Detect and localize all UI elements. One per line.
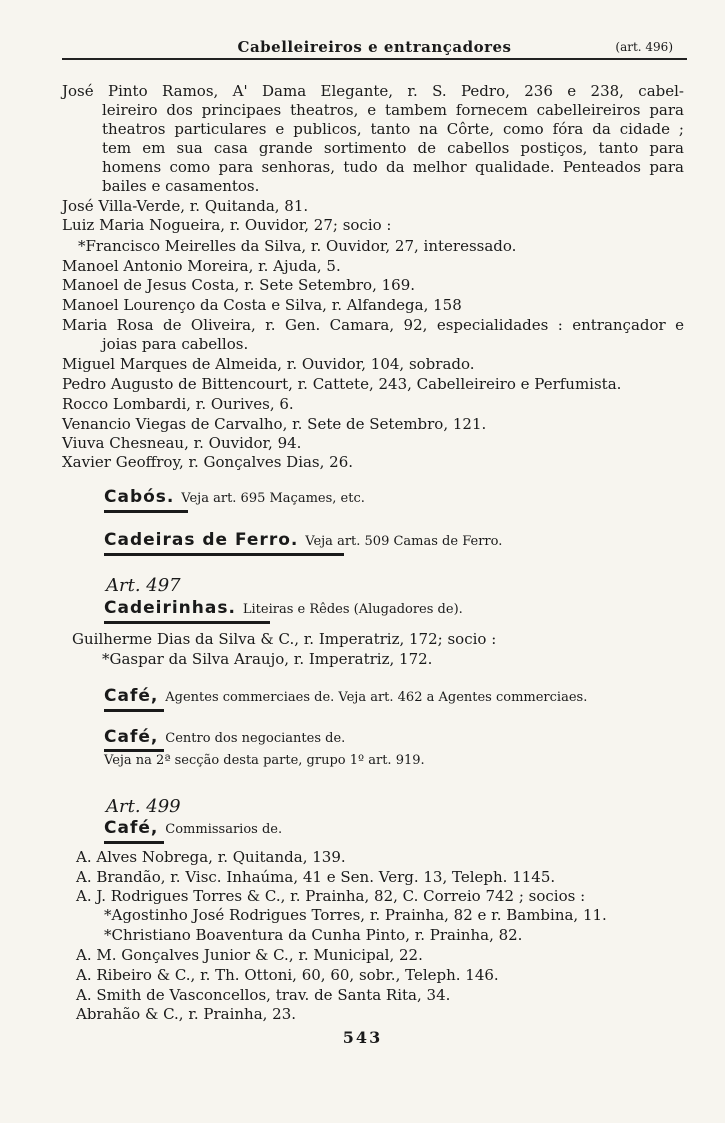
entry-line: *Gaspar da Silva Araujo, r. Imperatriz, 172. <box>102 650 433 668</box>
cross-reference: Veja art. 695 Maçames, etc. <box>181 491 365 506</box>
entry-line: Abrahão & C., r. Prainha, 23. <box>76 1005 297 1023</box>
section-heading-cafe-centro: Café, Centro dos negociantes de. <box>104 727 346 747</box>
entry-line: A. Alves Nobrega, r. Quitanda, 139. <box>76 848 346 866</box>
entry-line: A. Brandão, r. Visc. Inhaúma, 41 e Sen. Verg. 13, Teleph. 1145. <box>76 868 556 886</box>
heading-rule <box>104 841 164 844</box>
header-title: Cabelleireiros e entrançadores <box>237 38 512 56</box>
entry-line: José Pinto Ramos, A' Dama Elegante, r. S. Pedro, 236 e 238, cabel- <box>62 82 684 100</box>
entry-line: A. M. Gonçalves Junior & C., r. Municipal, 22. <box>76 946 423 964</box>
cross-reference: Liteiras e Rêdes (Alugadores de). <box>242 602 463 617</box>
entry-line: Manoel Lourenço da Costa e Silva, r. Alfandega, 158 <box>62 296 462 314</box>
entry-line: Miguel Marques de Almeida, r. Ouvidor, 104, sobrado. <box>62 355 475 373</box>
header-article: (art. 496) <box>615 40 673 54</box>
cross-reference: Commissarios de. <box>165 822 283 837</box>
entry-line: bailes e casamentos. <box>102 177 260 195</box>
entry-line: *Agostinho José Rodrigues Torres, r. Prainha, 82 e r. Bambina, 11. <box>104 906 607 924</box>
entry-line: homens como para senhoras, tudo da melhor qualidade. Penteados para <box>102 158 684 176</box>
article-number: Art. 497 <box>106 575 181 596</box>
entry-line: Pedro Augusto de Bittencourt, r. Cattete, 243, Cabelleireiro e Perfumista. <box>62 375 622 393</box>
entry-line: *Francisco Meirelles da Silva, r. Ouvidor, 27, interessado. <box>78 237 517 255</box>
entry-line: Venancio Viegas de Carvalho, r. Sete de Setembro, 121. <box>62 415 487 433</box>
cross-reference: Agentes commerciaes de. Veja art. 462 a Agentes commerciaes. <box>165 690 588 705</box>
entry-line: Veja na 2ª secção desta parte, grupo 1º art. 919. <box>104 753 425 768</box>
section-heading-cabos: Cabós. Veja art. 695 Maçames, etc. <box>104 487 365 507</box>
section-heading-cadeiras: Cadeiras de Ferro. Veja art. 509 Camas de Ferro. <box>104 530 503 550</box>
entry-line: Maria Rosa de Oliveira, r. Gen. Camara, 92, especialidades : entrançador e <box>62 316 684 334</box>
cross-reference: Veja art. 509 Camas de Ferro. <box>305 534 503 549</box>
entry-line: theatros particulares e publicos, tanto na Côrte, como fóra da cidade ; <box>102 120 684 138</box>
heading-rule <box>104 553 344 556</box>
heading-rule <box>104 709 164 712</box>
entry-line: Manoel de Jesus Costa, r. Sete Setembro, 169. <box>62 276 416 294</box>
heading-rule <box>104 621 270 624</box>
section-heading-cafe-commissarios: Café, Commissarios de. <box>104 818 283 838</box>
entry-line: José Villa-Verde, r. Quitanda, 81. <box>62 197 309 215</box>
cross-reference: Centro dos negociantes de. <box>165 731 346 746</box>
entry-line: joias para cabellos. <box>102 335 249 353</box>
section-heading-cadeirinhas: Cadeirinhas. Liteiras e Rêdes (Alugadores de). <box>104 598 463 618</box>
entry-line: tem em sua casa grande sortimento de cabellos postiços, tanto para <box>102 139 684 157</box>
heading-rule <box>104 510 188 513</box>
entry-line: A. J. Rodrigues Torres & C., r. Prainha, 82, C. Correio 742 ; socios : <box>76 887 586 905</box>
entry-line: Viuva Chesneau, r. Ouvidor, 94. <box>62 434 302 452</box>
entry-line: Manoel Antonio Moreira, r. Ajuda, 5. <box>62 257 341 275</box>
entry-line: Xavier Geoffroy, r. Gonçalves Dias, 26. <box>62 453 354 471</box>
entry-line: A. Ribeiro & C., r. Th. Ottoni, 60, 60, sobr., Teleph. 146. <box>76 966 499 984</box>
section-heading-cafe-agentes: Café, Agentes commerciaes de. Veja art. 462 a Agentes commerciaes. <box>104 686 588 706</box>
entry-line: A. Smith de Vasconcellos, trav. de Santa Rita, 34. <box>76 986 451 1004</box>
entry-line: leireiro dos principaes theatros, e tambem fornecem cabelleireiros para <box>102 101 684 119</box>
article-number: Art. 499 <box>106 796 181 817</box>
running-header <box>62 36 687 60</box>
page-number: 543 <box>342 1028 383 1047</box>
entry-line: Rocco Lombardi, r. Ourives, 6. <box>62 395 294 413</box>
entry-line: *Christiano Boaventura da Cunha Pinto, r. Prainha, 82. <box>104 926 523 944</box>
entry-line: Luiz Maria Nogueira, r. Ouvidor, 27; socio : <box>62 216 392 234</box>
entry-line: Guilherme Dias da Silva & C., r. Imperatriz, 172; socio : <box>72 630 497 648</box>
